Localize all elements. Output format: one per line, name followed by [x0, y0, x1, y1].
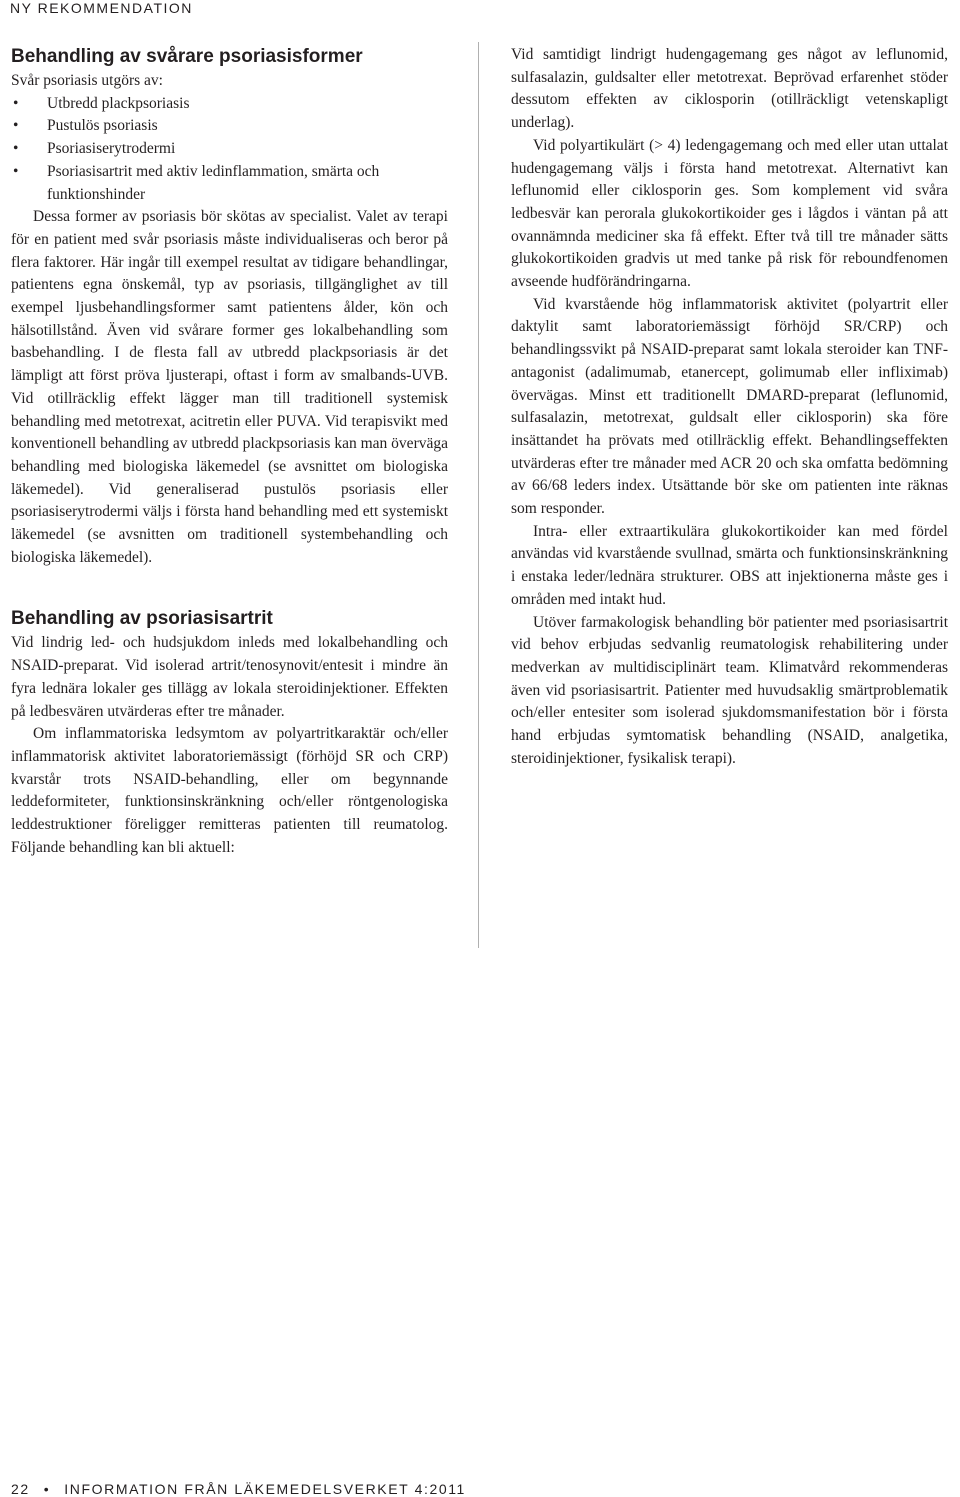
top-bar: [0, 0, 960, 18]
paragraph: Vid kvarstående hög inflammatorisk aktivitet (polyartrit eller daktylit samt laboratoriemässigt förhöjd SR/CRP) och behandlingssvikt på NSAID-preparat samt lokala steroider kan TNF-antagonist (adalimumab, etanercept, golimumab eller infliximab) övervägas. Minst ett traditionellt DMARD-preparat (leflunomid, sulfasalazin, metotrexat, guldsalt eller ciklosporin) ska före insättandet ha prövats med otillräcklig effekt. Behandlingseffekten utvärderas efter tre månader med ACR 20 och ska omfatta bedömning av 66/68 leders index. Utsättande bör ske om patienten inte räknas som responder.: [511, 295, 948, 518]
bullet-icon: •: [13, 117, 19, 135]
bullet-icon: •: [13, 162, 19, 180]
paragraph: Dessa former av psoriasis bör skötas av specialist. Valet av terapi för en patient med svår psoriasis måste individualiseras och beror på flera faktorer. Här ingår till exempel resultat av tidigare behandlingar, patientens egna önskemål, typ av psoriasis, tillgänglighet av till exempel ljusbehandlingsformer samt patientens ålder, kön och hälsotillstånd. Även vid svårare former ges lokalbehandling som basbehandling. I de flesta fall av utbredd plackpsoriasis är det lämpligt att först pröva ljusterapi, oftast i form av smalbands-UVB. Vid otillräcklig effekt lägger man till traditionell systemisk behandling med metotrexat, acitretin eller PUVA. Vid terapisvikt med konventionell behandling av utbredd plackpsoriasis kan man överväga behandling med biologiska läkemedel (se avsnittet om biologiska läkemedel). Vid generaliserad pustulös psoriasis eller psoriasiserytrodermi väljs i första hand behandling med ett systemiskt läkemedel (se avsnitten om traditionell systembehandling och biologiska läkemedel).: [11, 208, 448, 566]
bullet-icon: •: [13, 140, 19, 158]
section-label: NY REKOMMENDATION: [10, 0, 193, 16]
paragraph: Intra- eller extraartikulära glukokortikoider kan med fördel användas vid kvarstående svullnad, smärta och funktionsinskränkning i enstaka leder/lednära strukturer. OBS att injektionerna måste ges i områden med intakt hud.: [511, 522, 948, 608]
page-number: 22: [11, 1481, 30, 1497]
column-divider: [478, 42, 479, 948]
heading-severe-psoriasis: Behandling av svårare psoriasisformer: [11, 46, 363, 67]
right-column: [511, 44, 948, 771]
paragraph: Om inflammatoriska ledsymtom av polyartritkaraktär och/eller inflammatorisk aktivitet laboratoriemässigt (förhöjd SR och CRP) kvarstår trots NSAID-behandling, eller om begynnande leddeformiteter, funktionsinskränkning och/eller röntgenologiska leddestruktioner föreligger remitteras patienten till reumatolog. Följande behandling kan bli aktuell:: [11, 725, 448, 856]
list-item: • Psoriasisartrit med aktiv ledinflammation, smärta och funktionshinder: [13, 162, 380, 203]
list-item: • Psoriasiserytrodermi: [11, 138, 448, 161]
severe-forms-list: [11, 93, 448, 207]
bullet-icon: •: [13, 94, 19, 112]
paragraph: Vid polyartikulärt (> 4) ledengagemang och med eller utan uttalat hudengagemang väljs i första hand metotrexat. Alternativt kan leflunomid eller ciklosporin ges. Som komplement vid svåra ledbesvär kan perorala glukokortikoider ges i lågdos i väntan på att ovannämnda mediciner ska få effekt. Efter två till tre månader sätts glukokortikoiden gradvis ut med tanke på risk för reboundfenomen avseende hudförändringarna.: [511, 136, 948, 291]
paragraph: Vid samtidigt lindrigt hudengagemang ges något av leflunomid, sulfasalazin, guldsalter eller metotrexat. Beprövad erfarenhet stöder dessutom effekten av ciklosporin (otillräckligt vetenskapligt underlag).: [511, 46, 948, 132]
paragraph: Vid lindrig led- och hudsjukdom inleds med lokalbehandling och NSAID-preparat. Vid isolerad artrit/tenosynovit/entesit i mindre än fyra lednära lokaler ges tillägg av lokala steroidinjektioner. Effekten på ledbesvären utvärderas efter tre månader.: [11, 634, 448, 720]
heading-psoriatic-arthritis: Behandling av psoriasisartrit: [11, 608, 273, 630]
paragraph: Utöver farmakologisk behandling bör patienter med psoriasisartrit vid behov erbjudas sedvanlig reumatologisk rehabilitering under medverkan av multidisciplinärt team. Klimatvård rekommenderas även vid psoriasisartrit. Patienter med huvudsaklig smärtproblematik och/eller entesiter som isolerad sjukdomsmanifestation bör i första hand erbjudas symtomatisk behandling (NSAID, analgetika, steroidinjektioner, fysikalisk terapi).: [511, 613, 948, 767]
list-item: • Utbredd plackpsoriasis: [11, 93, 448, 116]
page-footer: [11, 1481, 466, 1497]
footer-bullet-icon: •: [43, 1481, 51, 1497]
intro-text: Svår psoriasis utgörs av:: [11, 72, 163, 89]
list-item: • Pustulös psoriasis: [11, 115, 448, 138]
publication-name: INFORMATION FRÅN LÄKEMEDELSVERKET 4:2011: [64, 1481, 466, 1497]
left-column: [11, 44, 448, 860]
